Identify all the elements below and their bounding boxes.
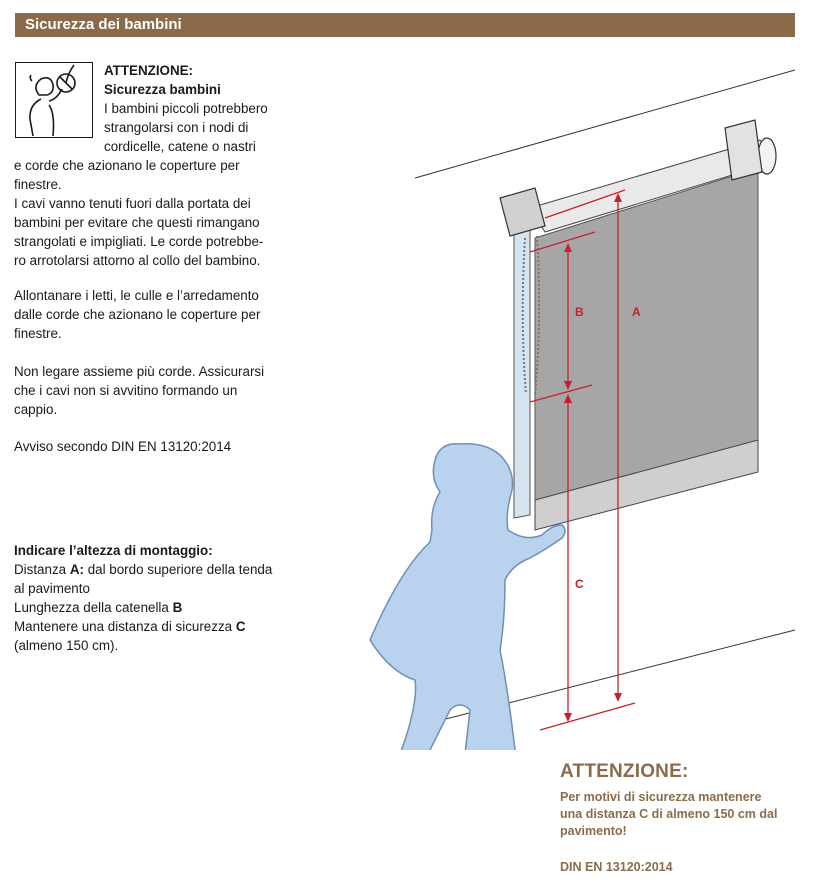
body-line: Allontanare i letti, le culle e l’arredamento xyxy=(14,288,259,303)
roller-blind-illustration xyxy=(330,60,805,750)
intro-line: strangolarsi con i nodi di xyxy=(104,120,249,135)
intro-line: cordicelle, catene o nastri xyxy=(104,139,256,154)
warning-title: ATTENZIONE: xyxy=(104,63,194,78)
notice-text: Avviso secondo DIN EN 13120:2014 xyxy=(14,439,232,454)
body-line: finestre. xyxy=(14,177,62,192)
window-frame xyxy=(514,218,530,518)
mounting-title: Indicare l’altezza di montaggio: xyxy=(14,543,213,558)
intro-line: I bambini piccoli potrebbero xyxy=(104,101,268,116)
din-notice xyxy=(14,437,304,456)
bottom-warning-title: ATTENZIONE: xyxy=(560,761,689,782)
bottom-warning xyxy=(560,761,810,874)
label-c: C xyxy=(575,577,584,591)
paragraph-furniture xyxy=(14,286,304,343)
body-line: strangolati e impigliati. Le corde potrebbe- xyxy=(14,234,264,249)
line-a-key: A: xyxy=(69,562,84,577)
mounting-line-c xyxy=(14,617,309,636)
body-line: e corde che azionano le coperture per xyxy=(14,158,240,173)
body-line: finestre. xyxy=(14,326,62,341)
body-line: dalle corde che azionano le coperture per xyxy=(14,307,261,322)
warning-body xyxy=(14,156,304,270)
bottom-warning-line: pavimento! xyxy=(560,824,627,838)
mounting-instructions xyxy=(14,541,309,655)
bottom-warning-norm: DIN EN 13120:2014 xyxy=(560,860,673,874)
body-line: I cavi vanno tenuti fuori dalla portata dei xyxy=(14,196,251,211)
line-a-prefix: Distanza xyxy=(14,562,70,577)
line-c-key: C xyxy=(235,619,246,634)
mounting-line-a-cont: al pavimento xyxy=(14,581,90,596)
body-line: cappio. xyxy=(14,402,58,417)
body-line: Non legare assieme più corde. Assicurarsi xyxy=(14,364,265,379)
warning-subtitle: Sicurezza bambini xyxy=(104,82,221,97)
line-b-key: B xyxy=(172,600,183,615)
label-b: B xyxy=(575,305,584,319)
body-line: bambini per evitare che questi rimangano xyxy=(14,215,260,230)
warning-intro xyxy=(104,61,304,156)
bottom-warning-text xyxy=(560,789,810,840)
child-with-cord-icon xyxy=(15,62,93,138)
section-title: Sicurezza dei bambini xyxy=(25,16,182,33)
section-header xyxy=(15,13,795,37)
side-bracket-left xyxy=(500,188,545,236)
side-bracket-right xyxy=(725,120,762,180)
mounting-line-a xyxy=(14,560,309,579)
line-a-text: dal bordo superiore della tenda xyxy=(83,562,273,577)
label-a: A xyxy=(632,305,641,319)
line-b-text: Lunghezza della catenella xyxy=(14,600,173,615)
line-c-text: Mantenere una distanza di sicurezza xyxy=(14,619,236,634)
body-line: ro arrotolarsi attorno al collo del bambino. xyxy=(14,253,261,268)
bottom-warning-line: una distanza C di almeno 150 cm dal xyxy=(560,807,778,821)
bottom-warning-line: Per motivi di sicurezza mantenere xyxy=(560,790,762,804)
paragraph-cords xyxy=(14,362,304,419)
mounting-line-c-cont: (almeno 150 cm). xyxy=(14,638,119,653)
mounting-line-b xyxy=(14,598,309,617)
body-line: che i cavi non si avvitino formando un xyxy=(14,383,238,398)
